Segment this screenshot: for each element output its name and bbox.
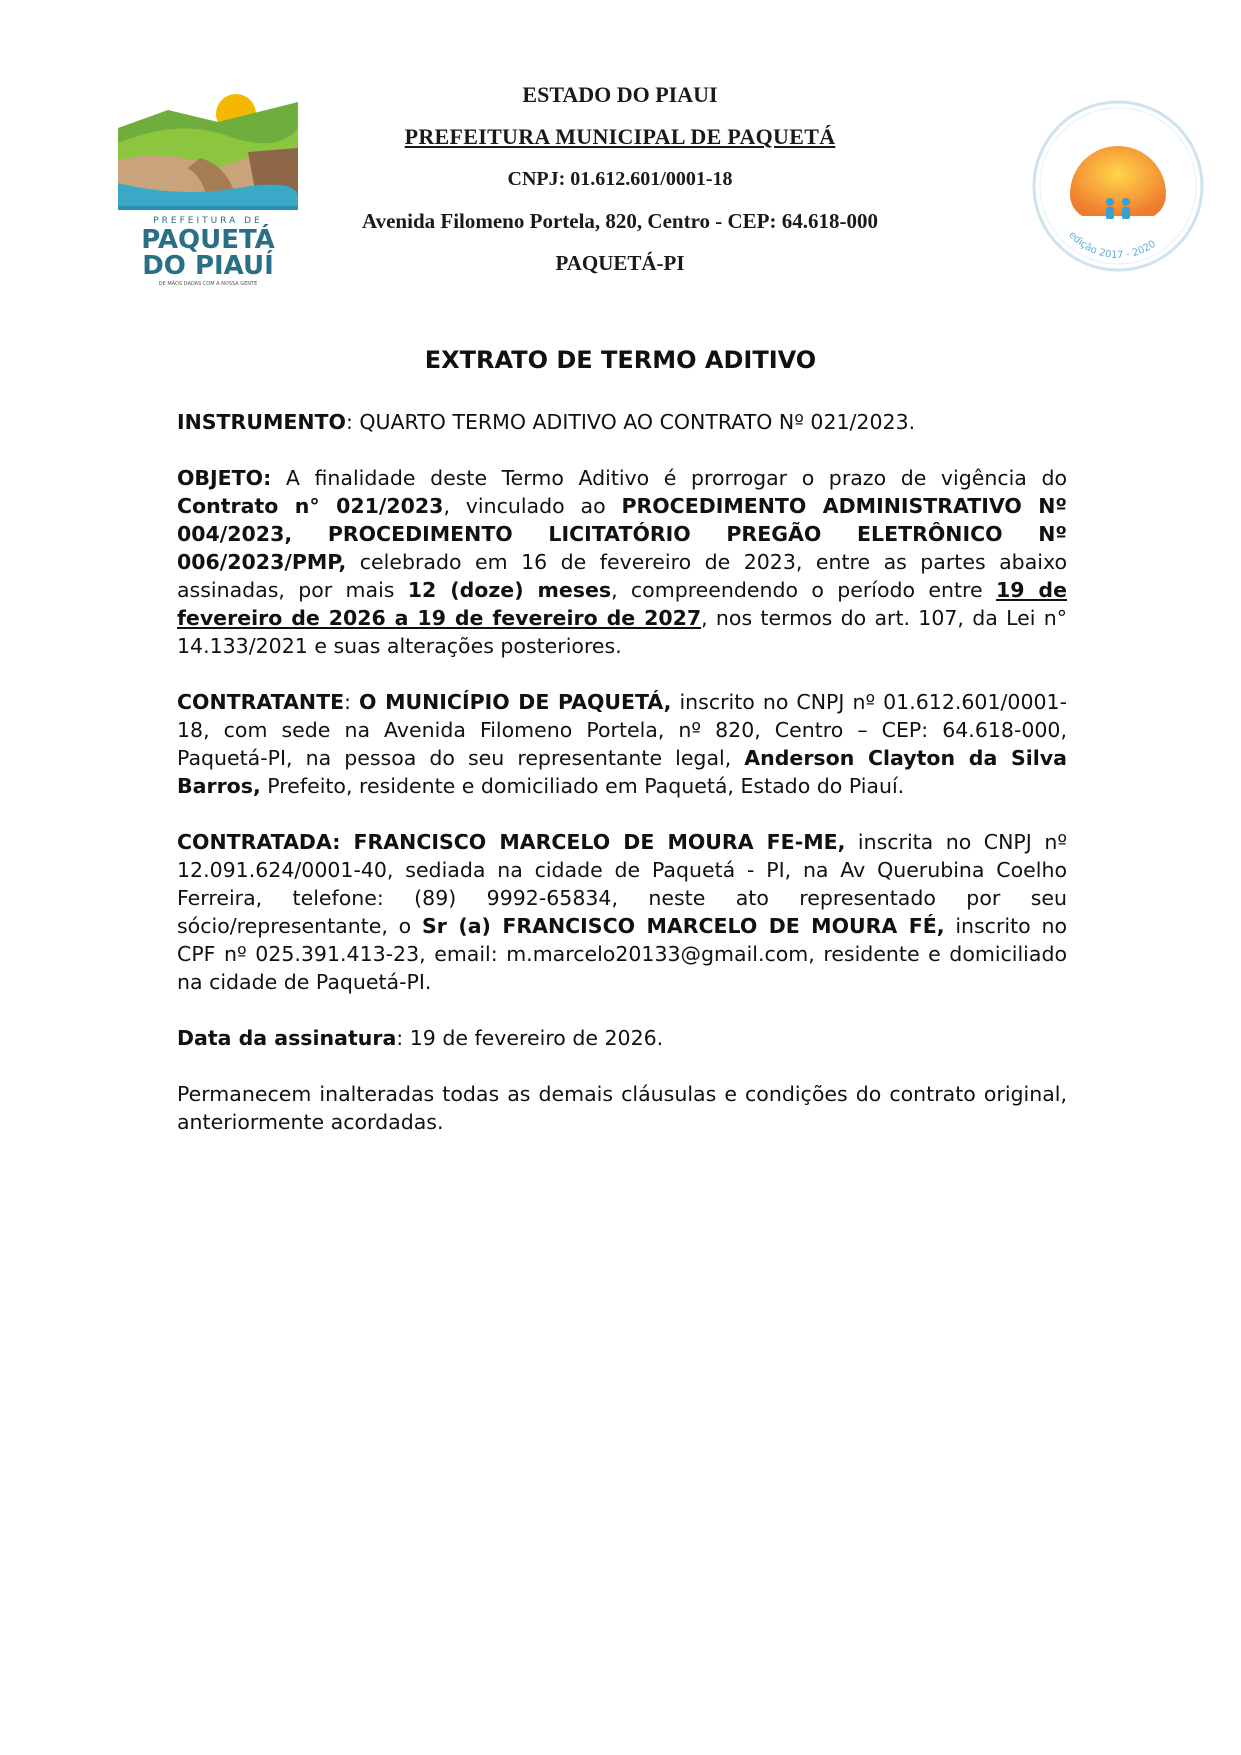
signature-date-paragraph (177, 1024, 1067, 1052)
objeto-text-1: A finalidade deste Termo Aditivo é prorrogar o prazo de vigência do (271, 466, 1067, 490)
unicef-seal-logo (1030, 98, 1206, 274)
svg-text:edição 2017 - 2020: edição 2017 - 2020 (1066, 229, 1159, 262)
instrumento-text: : QUARTO TERMO ADITIVO AO CONTRATO Nº 021/2023. (345, 410, 916, 434)
contratada-paragraph (177, 828, 1067, 996)
contratante-text-2: inscrito no CNPJ nº 01.612.601/0001-18, com sede na Avenida Filomeno Portela, nº 820, Centro – CEP: 64.618-000, Paquetá-PI, na pessoa do seu representante legal, (177, 690, 1067, 770)
prefecture-name: PREFEITURA MUNICIPAL DE PAQUETÁ (404, 124, 836, 149)
svg-text:PREFEITURA DE: PREFEITURA DE (153, 216, 263, 226)
objeto-text-5: , nos termos do art. 107, da Lei n° 14.133/2021 e suas alterações posteriores. (177, 606, 1067, 658)
cnpj-line: CNPJ: 01.612.601/0001-18 (507, 168, 733, 190)
instrumento-paragraph (177, 408, 1067, 436)
document-body (177, 408, 1067, 1164)
objeto-text-2: , vinculado ao (443, 494, 622, 518)
svg-text:selo unicef (1030, 98, 1112, 102)
paqueta-logo-image (108, 88, 308, 288)
address-line: Avenida Filomeno Portela, 820, Centro - CEP: 64.618-000 (362, 209, 878, 233)
svg-text:DO PIAUÍ: DO PIAUÍ (142, 251, 274, 281)
contratante-label: CONTRATANTE (177, 690, 345, 714)
unicef-seal-image (1030, 98, 1206, 274)
objeto-label: OBJETO: (177, 466, 272, 490)
contratante-name: O MUNICÍPIO DE PAQUETÁ, (359, 690, 672, 714)
signature-date-text: : 19 de fevereiro de 2026. (396, 1026, 664, 1050)
signature-date-label: Data da assinatura (177, 1026, 397, 1050)
objeto-text-3: celebrado em 16 de fevereiro de 2023, entre as partes abaixo assinadas, por mais (177, 550, 1067, 602)
objeto-paragraph (177, 464, 1067, 660)
instrumento-label: INSTRUMENTO (177, 410, 346, 434)
city-line: PAQUETÁ-PI (555, 251, 685, 275)
paqueta-logo (108, 88, 308, 288)
state-name: ESTADO DO PIAUI (522, 82, 718, 107)
extension-duration: 12 (doze) meses (407, 578, 612, 602)
mayor-name: Anderson Clayton da Silva Barros, (177, 746, 1067, 798)
contratante-text-1: : (344, 690, 360, 714)
objeto-text-4: , compreendendo o período entre (611, 578, 996, 602)
contratante-text-3: Prefeito, residente e domiciliado em Paquetá, Estado do Piauí. (260, 774, 905, 798)
svg-text:PAQUETÁ: PAQUETÁ (141, 225, 275, 255)
representative-name: Sr (a) FRANCISCO MARCELO DE MOURA FÉ, (422, 914, 945, 938)
contract-number: Contrato n° 021/2023 (177, 494, 444, 518)
contratada-text-1: inscrita no CNPJ nº 12.091.624/0001-40, sediada na cidade de Paquetá - PI, na Av Querubina Coelho Ferreira, telefone: (89) 9992-65834, neste ato representado por seu sócio/representante, o (177, 830, 1067, 938)
extension-period: 19 de fevereiro de 2026 a 19 de fevereiro de 2027 (177, 578, 1067, 630)
svg-text:DE MÃOS DADAS COM A NOSSA GENT: DE MÃOS DADAS COM A NOSSA GENTE (158, 281, 258, 287)
document-title: EXTRATO DE TERMO ADITIVO (424, 346, 817, 374)
procedure-reference: PROCEDIMENTO ADMINISTRATIVO Nº 004/2023, PROCEDIMENTO LICITATÓRIO PREGÃO ELETRÔNICO Nº 006/2023/PMP, (177, 494, 1067, 574)
contratada-label: CONTRATADA: FRANCISCO MARCELO DE MOURA FE-ME, (177, 830, 846, 854)
contratada-text-2: inscrito no CPF nº 025.391.413-23, email: m.marcelo20133@gmail.com, residente e domiciliado na cidade de Paquetá-PI. (177, 914, 1067, 994)
closing-paragraph: Permanecem inalteradas todas as demais cláusulas e condições do contrato original, anteriormente acordadas. (177, 1082, 1067, 1134)
contratante-paragraph (177, 688, 1067, 800)
document-header (330, 74, 910, 284)
